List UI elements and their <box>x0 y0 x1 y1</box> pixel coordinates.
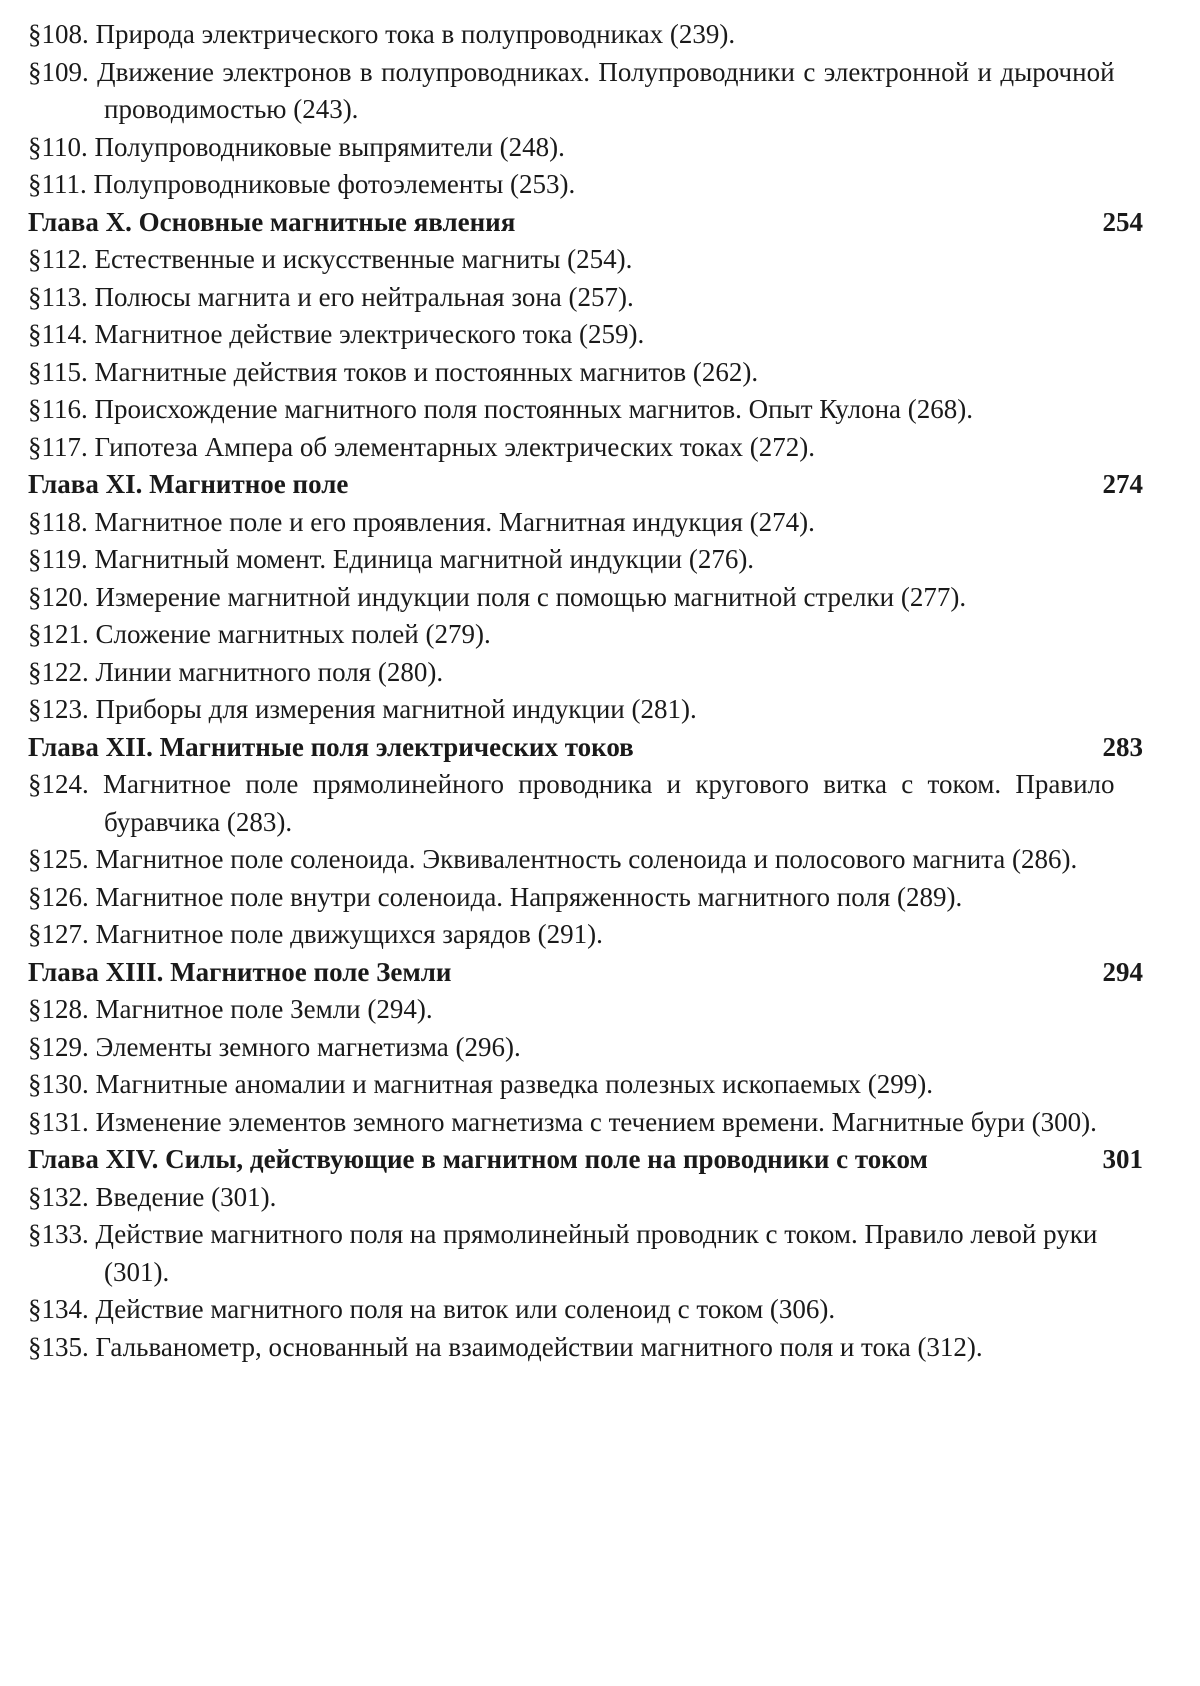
section-title: §126. Магнитное поле внутри соленоида. Напряженность магнитного поля (289). <box>28 881 963 912</box>
section-title: §130. Магнитные аномалии и магнитная разведка полезных ископаемых (299). <box>28 1069 933 1099</box>
toc-section-entry <box>28 616 1172 654</box>
toc-section-entry <box>28 1104 1172 1142</box>
toc-section-entry <box>28 991 1172 1029</box>
section-title: §121. Сложение магнитных полей (279). <box>28 619 491 649</box>
toc-section-entry <box>28 766 1172 841</box>
toc-section-entry <box>28 579 1172 617</box>
section-title: §108. Природа электрического тока в полупроводниках (239). <box>28 19 736 49</box>
toc-chapter-heading <box>28 1141 1172 1179</box>
section-title: §129. Элементы земного магнетизма (296). <box>28 1031 521 1062</box>
toc-section-entry <box>28 541 1172 579</box>
section-title: §110. Полупроводниковые выпрямители (248). <box>28 131 565 162</box>
section-title: §124. Магнитное поле прямолинейного проводника и кругового витка с током. Правило буравчика (283). <box>28 769 1115 837</box>
toc-section-entry <box>28 1066 1172 1104</box>
toc-section-entry <box>28 1291 1172 1329</box>
section-title: §134. Действие магнитного поля на виток или соленоид с током (306). <box>28 1294 836 1324</box>
section-title: §127. Магнитное поле движущихся зарядов (291). <box>28 919 603 949</box>
section-title: §132. Введение (301). <box>28 1181 277 1212</box>
chapter-title: Глава X. Основные магнитные явления <box>28 206 516 237</box>
toc-section-entry <box>28 1329 1172 1367</box>
page-number: 294 <box>1102 956 1143 987</box>
page-number: 301 <box>1102 1144 1143 1174</box>
section-title: §118. Магнитное поле и его проявления. Магнитная индукция (274). <box>28 506 815 537</box>
toc-section-entry <box>28 1179 1172 1217</box>
toc-section-entry <box>28 504 1172 542</box>
chapter-title: Глава XIV. Силы, действующие в магнитном поле на проводники с током <box>28 1144 928 1174</box>
toc-section-entry <box>28 279 1172 317</box>
table-of-contents <box>28 16 1172 1366</box>
toc-section-entry <box>28 879 1172 917</box>
chapter-title: Глава XII. Магнитные поля электрических токов <box>28 731 634 762</box>
toc-section-entry <box>28 354 1172 392</box>
page-number: 254 <box>1102 206 1143 237</box>
section-title: §109. Движение электронов в полупроводниках. Полупроводники с электронной и дырочной проводимостью (243). <box>28 56 1115 124</box>
toc-section-entry <box>28 316 1172 354</box>
toc-chapter-heading <box>28 204 1172 242</box>
toc-chapter-heading <box>28 954 1172 992</box>
section-title: §114. Магнитное действие электрического тока (259). <box>28 319 645 349</box>
page-number: 283 <box>1102 731 1143 762</box>
toc-chapter-heading <box>28 466 1172 504</box>
toc-section-entry <box>28 54 1172 129</box>
chapter-title: Глава XIII. Магнитное поле Земли <box>28 956 452 987</box>
section-title: §122. Линии магнитного поля (280). <box>28 656 444 687</box>
toc-section-entry <box>28 166 1172 204</box>
section-title: §135. Гальванометр, основанный на взаимодействии магнитного поля и тока (312). <box>28 1331 983 1362</box>
toc-section-entry <box>28 391 1172 429</box>
toc-chapter-heading <box>28 729 1172 767</box>
chapter-title: Глава XI. Магнитное поле <box>28 469 349 499</box>
page-number: 274 <box>1102 469 1143 499</box>
toc-section-entry <box>28 691 1172 729</box>
toc-section-entry <box>28 241 1172 279</box>
section-title: §128. Магнитное поле Земли (294). <box>28 994 433 1024</box>
section-title: §125. Магнитное поле соленоида. Эквивалентность соленоида и полосового магнита (286). <box>28 844 1078 874</box>
section-title: §133. Действие магнитного поля на прямолинейный проводник с током. Правило левой руки (301). <box>28 1219 1098 1287</box>
section-title: §131. Изменение элементов земного магнетизма с течением времени. Магнитные бури (300). <box>28 1106 1097 1137</box>
toc-section-entry <box>28 129 1172 167</box>
toc-section-entry <box>28 841 1172 879</box>
toc-section-entry <box>28 429 1172 467</box>
toc-section-entry <box>28 1216 1172 1291</box>
section-title: §116. Происхождение магнитного поля постоянных магнитов. Опыт Кулона (268). <box>28 394 973 424</box>
section-title: §113. Полюсы магнита и его нейтральная зона (257). <box>28 281 634 312</box>
toc-section-entry <box>28 654 1172 692</box>
toc-section-entry <box>28 1029 1172 1067</box>
section-title: §115. Магнитные действия токов и постоянных магнитов (262). <box>28 356 759 387</box>
section-title: §117. Гипотеза Ампера об элементарных электрических токах (272). <box>28 431 815 462</box>
section-title: §120. Измерение магнитной индукции поля с помощью магнитной стрелки (277). <box>28 581 967 612</box>
toc-section-entry <box>28 916 1172 954</box>
toc-section-entry <box>28 16 1172 54</box>
section-title: §123. Приборы для измерения магнитной индукции (281). <box>28 694 697 724</box>
section-title: §119. Магнитный момент. Единица магнитной индукции (276). <box>28 544 755 574</box>
section-title: §111. Полупроводниковые фотоэлементы (253). <box>28 169 576 199</box>
section-title: §112. Естественные и искусственные магниты (254). <box>28 244 633 274</box>
